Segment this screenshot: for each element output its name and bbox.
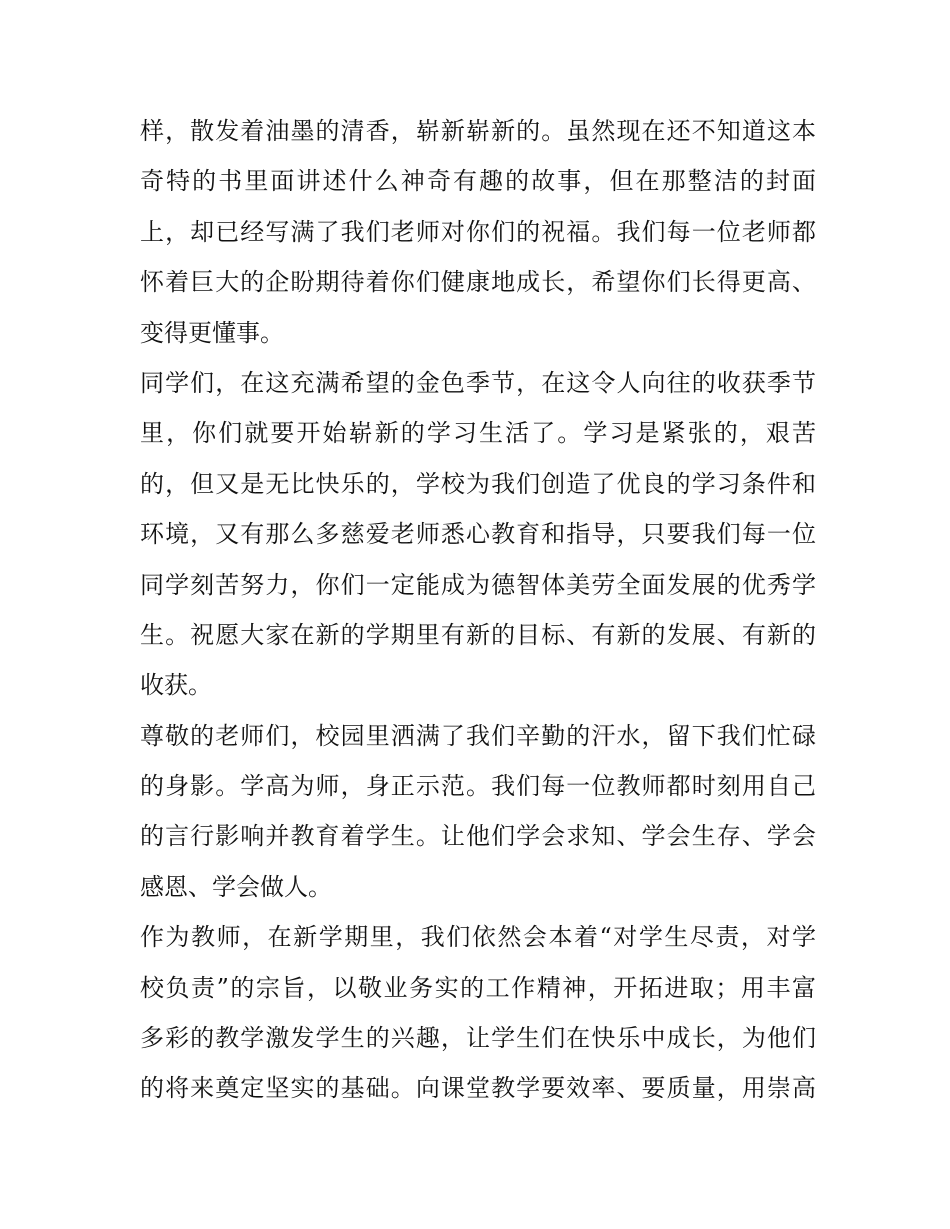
text-line: 的将来奠定坚实的基础。向课堂教学要效率、要质量，用崇高 [140, 1074, 816, 1103]
paragraph-1 [140, 106, 816, 358]
text-line: 怀着巨大的企盼期待着你们健康地成长，希望你们长得更高、 [140, 268, 816, 297]
text-line: 样，散发着油墨的清香，崭新崭新的。虽然现在还不知道这本 [140, 117, 816, 145]
text-line: 尊敬的老师们，校园里洒满了我们辛勤的汗水，留下我们忙碌 [140, 721, 816, 750]
paragraph-4 [140, 912, 816, 1114]
text-line: 变得更懂事。 [140, 318, 284, 347]
text-line: 作为教师，在新学期里，我们依然会本着“对学生尽责，对学 [140, 923, 816, 952]
text-line: 上，却已经写满了我们老师对你们的祝福。我们每一位老师都 [140, 217, 816, 246]
text-line: 的身影。学高为师，身正示范。我们每一位教师都时刻用自己 [140, 772, 816, 801]
paragraph-3 [140, 711, 816, 913]
text-line: 奇特的书里面讲述什么神奇有趣的故事，但在那整洁的封面 [140, 167, 816, 196]
text-line: 校负责”的宗旨，以敬业务实的工作精神，开拓进取；用丰富 [140, 973, 816, 1002]
text-line: 收获。 [140, 671, 212, 700]
text-line: 的言行影响并教育着学生。让他们学会求知、学会生存、学会 [140, 822, 816, 851]
document-body [140, 106, 816, 1114]
text-line: 同学们，在这充满希望的金色季节，在这令人向往的收获季节 [140, 368, 816, 397]
text-line: 感恩、学会做人。 [140, 872, 332, 901]
text-line: 生。祝愿大家在新的学期里有新的目标、有新的发展、有新的 [140, 620, 816, 649]
text-line: 同学刻苦努力，你们一定能成为德智体美劳全面发展的优秀学 [140, 570, 816, 599]
text-line: 环境，又有那么多慈爱老师悉心教育和指导，只要我们每一位 [140, 520, 816, 549]
text-line: 里，你们就要开始崭新的学习生活了。学习是紧张的，艰苦 [140, 419, 816, 448]
text-line: 多彩的教学激发学生的兴趣，让学生们在快乐中成长，为他们 [140, 1024, 816, 1053]
text-line: 的，但又是无比快乐的，学校为我们创造了优良的学习条件和 [140, 469, 816, 498]
paragraph-2 [140, 358, 816, 711]
